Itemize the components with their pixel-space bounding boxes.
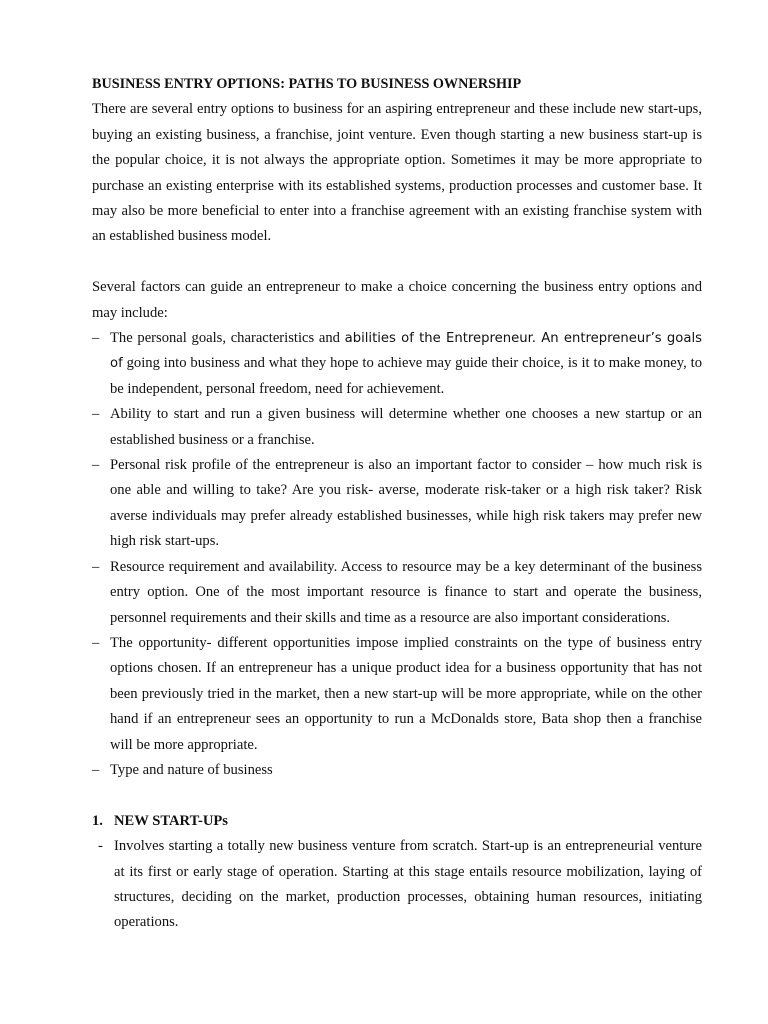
- factor-item-opportunity: [92, 631, 702, 758]
- dash-bullet: –: [92, 634, 100, 651]
- hyphen-bullet: -: [98, 838, 103, 855]
- intro-paragraph: There are several entry options to business for an aspiring entrepreneur and these include new start-ups, buying an existing business, a franchise, joint venture. Even though starting a new business start-up is the popular choice, it is not always the appropriate option. Sometimes it may be more appropriate to purchase an existing enterprise with its established systems, production processes and customer base. It may also be more beneficial to enter into a franchise agreement with an existing franchise system with an established business model.: [92, 101, 702, 245]
- dash-bullet: –: [92, 761, 100, 778]
- document-title: BUSINESS ENTRY OPTIONS: PATHS TO BUSINESS OWNERSHIP: [92, 76, 522, 92]
- paragraph-spacer: [92, 783, 702, 808]
- section-heading-new-startups: [92, 809, 702, 834]
- section-number: 1.: [92, 812, 103, 829]
- section-title: NEW START-UPs: [114, 812, 228, 829]
- factor-item-business-type: [92, 758, 702, 783]
- dash-bullet: –: [92, 406, 100, 423]
- new-startups-item: [92, 834, 702, 936]
- dash-bullet: –: [92, 558, 100, 575]
- factor-item-risk-profile: [92, 453, 702, 555]
- factors-list: [92, 326, 702, 783]
- new-startups-list: [92, 834, 702, 936]
- dash-bullet: –: [92, 330, 100, 347]
- factor-text: Personal risk profile of the entrepreneur is also an important factor to consider – how much risk is one able and willing to take? Are you risk- averse, moderate risk-taker or a high risk taker? Risk averse individuals may prefer already established businesses, while high risk takers may prefer new high risk start-ups.: [110, 457, 702, 550]
- factors-intro-paragraph: Several factors can guide an entrepreneur to make a choice concerning the business entry options and may include:: [92, 279, 702, 321]
- factor-text: Ability to start and run a given business will determine whether one chooses a new startup or an established business or a franchise.: [110, 406, 702, 448]
- dash-bullet: –: [92, 457, 100, 474]
- factor-text: Resource requirement and availability. Access to resource may be a key determinant of the business entry option. One of the most important resource is finance to start and operate the business, personnel requirements and their skills and time as a resource are also important considerations.: [110, 558, 702, 626]
- factor-item-ability: [92, 402, 702, 453]
- factor-item-resources: [92, 555, 702, 631]
- paragraph-spacer: [92, 250, 702, 275]
- factor-text-part2: abilities of the Entrepreneur. An entrepreneur’s goals of: [110, 331, 702, 372]
- factor-text-part1: The personal goals, characteristics and: [110, 330, 345, 347]
- factor-text: Type and nature of business: [110, 761, 273, 778]
- new-startups-text: Involves starting a totally new business venture from scratch. Start-up is an entrepreneurial venture at its first or early stage of operation. Starting at this stage entails resource mobilization, laying of structures, deciding on the market, production processes, obtaining human resources, initiating operations.: [114, 838, 702, 931]
- factor-item-personal-goals: [92, 326, 702, 402]
- document-page: [92, 72, 702, 936]
- factor-text-part3: going into business and what they hope to achieve may guide their choice, is it to make money, to be independent, personal freedom, need for achievement.: [110, 355, 702, 397]
- factor-text: The opportunity- different opportunities impose implied constraints on the type of business entry options chosen. If an entrepreneur has a unique product idea for a business opportunity that has not been previously tried in the market, then a new start-up will be more appropriate, while on the other hand if an entrepreneur sees an opportunity to run a McDonalds store, Bata shop then a franchise will be more appropriate.: [110, 634, 702, 753]
